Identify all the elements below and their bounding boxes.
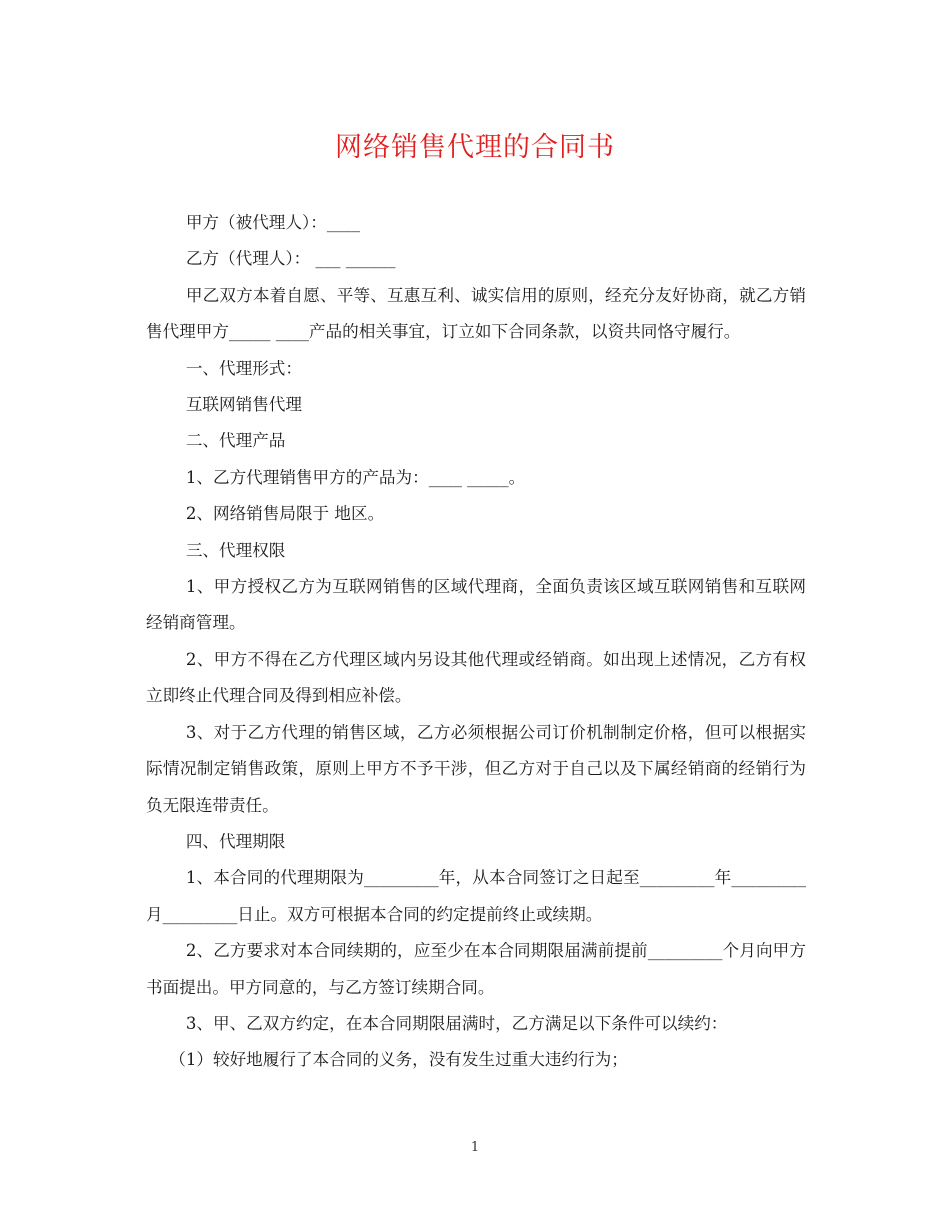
paragraph-authority-3: 3、对于乙方代理的销售区域，乙方必须根据公司订价机制制定价格，但可以根据实际情况制定销售政策，原则上甲方不予干涉，但乙方对于自己以及下属经销商的经销行为负无限连带责任。 [146, 722, 806, 815]
paragraph-products-2: 2、网络销售局限于 地区。 [185, 504, 385, 524]
paragraph-term-3: 3、甲、乙双方约定，在本合同期限届满时，乙方满足以下条件可以续约： [185, 1013, 728, 1033]
paragraph-authority-1: 1、甲方授权乙方为互联网销售的区域代理商，全面负责该区域互联网销售和互联网经销商管理。 [146, 577, 806, 633]
paragraph-preamble: 甲乙双方本着自愿、平等、互惠互利、诚实信用的原则，经充分友好协商，就乙方销售代理甲方_____ ____产品的相关事宜，订立如下合同条款，以资共同恪守履行。 [146, 285, 806, 342]
document-body [146, 205, 806, 1079]
paragraph-party-b: 乙方（代理人）： ___ ______ [185, 249, 396, 269]
heading-agency-authority: 三、代理权限 [185, 540, 286, 560]
heading-agency-term: 四、代理期限 [185, 831, 286, 851]
document-title: 网络销售代理的合同书 [335, 132, 615, 163]
heading-agency-products: 二、代理产品 [185, 431, 286, 451]
paragraph-term-2: 2、乙方要求对本合同续期的，应至少在本合同期限届满前提前_________个月向甲方书面提出。甲方同意的，与乙方签订续期合同。 [146, 941, 806, 997]
paragraph-party-a: 甲方（被代理人）：____ [185, 213, 361, 232]
paragraph-term-1: 1、本合同的代理期限为_________年，从本合同签订之日起至_________年_________月_________日止。双方可根据本合同的约定提前终止或续期。 [146, 868, 806, 924]
paragraph-authority-2: 2、甲方不得在乙方代理区域内另设其他代理或经销商。如出现上述情况，乙方有权立即终止代理合同及得到相应补偿。 [146, 649, 806, 706]
paragraph-term-3-1: （1）较好地履行了本合同的义务，没有发生过重大违约行为； [169, 1050, 628, 1070]
paragraph-products-1: 1、乙方代理销售甲方的产品为：____ _____。 [185, 467, 526, 487]
heading-agency-form: 一、代理形式： [185, 358, 302, 378]
paragraph-agency-form: 互联网销售代理 [185, 395, 302, 415]
page-number: 1 [470, 1140, 480, 1155]
